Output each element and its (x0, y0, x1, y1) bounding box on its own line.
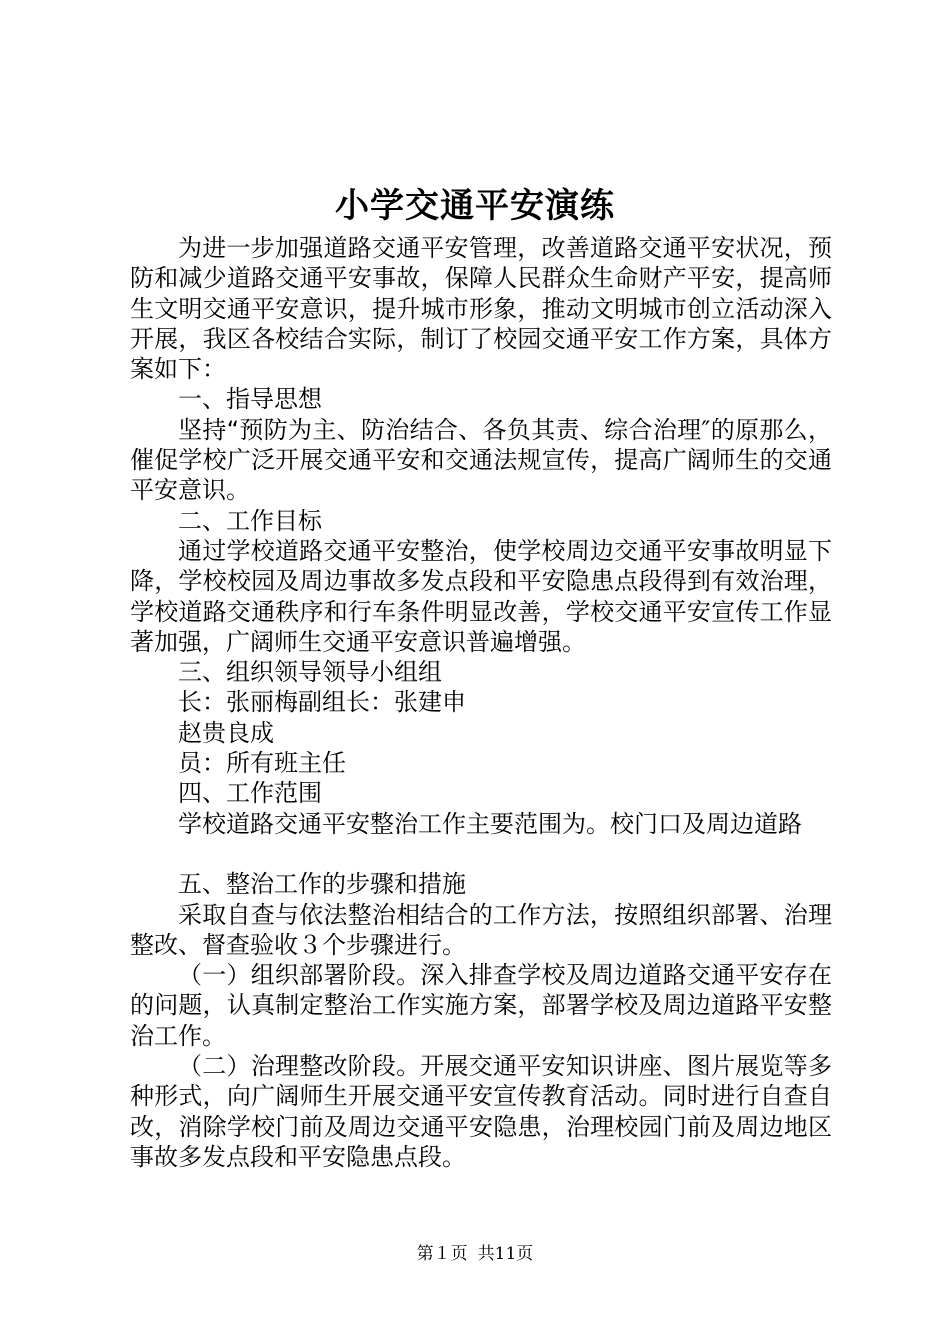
paragraph-guiding-ideology: 坚持“预防为主、防治结合、各负其责、综合治理″的原那么，催促学校广泛开展交通平安和交通法规宣传，提高广阔师生的交通平安意识。 (130, 415, 832, 505)
section-heading-organization: 三、组织领导领导小组组 (178, 658, 442, 687)
section-heading-guiding-ideology: 一、指导思想 (178, 385, 322, 414)
section-heading-work-goals: 二、工作目标 (178, 506, 322, 535)
organization-leader-line: 长：张丽梅副组长：张建申 (178, 688, 466, 717)
page-number: 第１页 (416, 1244, 468, 1264)
paragraph-stage-two: （二）治理整改阶段。开展交通平安知识讲座、图片展览等多种形式，向广阔师生开展交通平安宣传教育活动。同时进行自查自改，消除学校门前及周边交通平安隐患，治理校园门前及周边地区事故多发点段和平安隐患点段。 (130, 1052, 832, 1171)
section-heading-steps-measures: 五、整治工作的步骤和措施 (178, 870, 466, 899)
page-footer (0, 1242, 950, 1266)
paragraph-work-scope: 学校道路交通平安整治工作主要范围为。校门口及周边道路 (178, 809, 802, 838)
paragraph-stage-one: （一）组织部署阶段。深入排查学校及周边道路交通平安存在的问题，认真制定整治工作实施方案，部署学校及周边道路平安整治工作。 (130, 961, 832, 1050)
paragraph-steps-measures: 采取自查与依法整治相结合的工作方法，按照组织部署、治理整改、督查验收３个步骤进行。 (130, 900, 832, 959)
organization-names-line: 赵贵良成 (178, 718, 274, 747)
organization-members-line: 员：所有班主任 (178, 749, 346, 778)
page-total: 共11页 (477, 1244, 534, 1264)
document-body (130, 233, 832, 1172)
paragraph-intro: 为进一步加强道路交通平安管理，改善道路交通平安状况，预防和减少道路交通平安事故，保障人民群众生命财产平安，提高师生文明交通平安意识，提升城市形象，推动文明城市创立活动深入开展，我区各校结合实际，制订了校园交通平安工作方案，具体方案如下： (130, 234, 832, 384)
section-heading-work-scope: 四、工作范围 (178, 779, 322, 808)
document-title: 小学交通平安演练 (335, 186, 615, 226)
blank-line (130, 839, 832, 869)
paragraph-work-goals: 通过学校道路交通平安整治，使学校周边交通平安事故明显下降，学校校园及周边事故多发点段和平安隐患点段得到有效治理，学校道路交通秩序和行车条件明显改善，学校交通平安宣传工作显著加强，广阔师生交通平安意识普遍增强。 (130, 536, 832, 656)
